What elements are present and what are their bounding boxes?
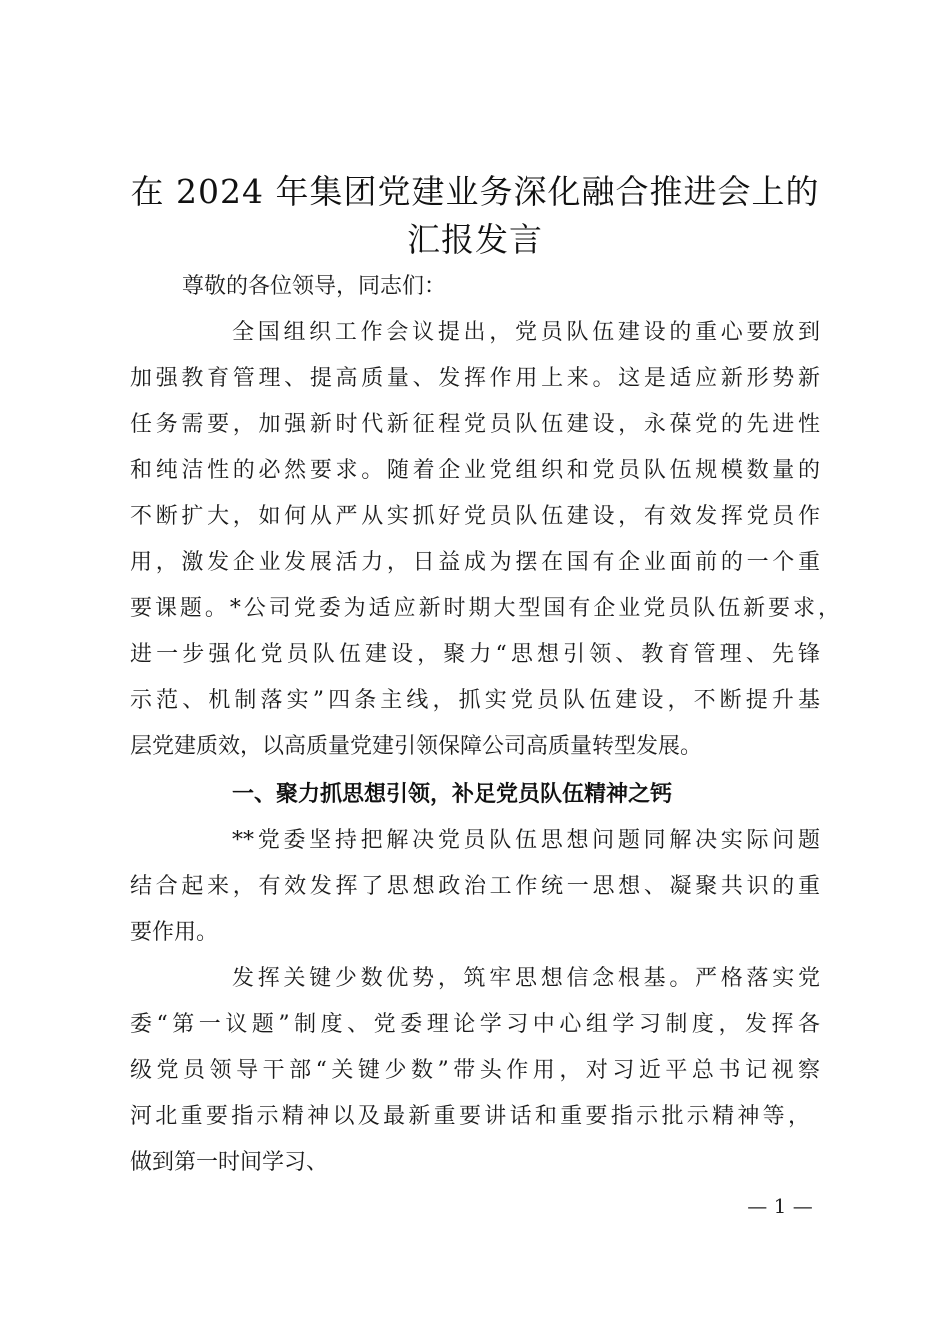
document-title-line-2: 汇报发言 (407, 220, 543, 259)
paragraph-3-line: 发挥关键少数优势，筑牢思想信念根基。严格落实党 (232, 966, 820, 991)
paragraph-2-line: 结合起来，有效发挥了思想政治工作统一思想、凝聚共识的重 (130, 874, 820, 899)
paragraph-1-line: 全国组织工作会议提出，党员队伍建设的重心要放到 (232, 320, 820, 345)
paragraph-3-line: 做到第一时间学习、 (130, 1150, 329, 1175)
paragraph-1-line: 示范、机制落实”四条主线，抓实党员队伍建设，不断提升基 (130, 688, 820, 713)
paragraph-3-line: 河北重要指示精神以及最新重要讲话和重要指示批示精神等， (130, 1104, 810, 1129)
paragraph-1-line: 要课题。*公司党委为适应新时期大型国有企业党员队伍新要求， (130, 596, 840, 621)
paragraph-1-line: 进一步强化党员队伍建设，聚力“思想引领、教育管理、先锋 (130, 642, 820, 667)
paragraph-3-line: 委“第一议题”制度、党委理论学习中心组学习制度，发挥各 (130, 1012, 820, 1037)
document-title-line-1: 在 2024 年集团党建业务深化融合推进会上的 (130, 172, 820, 211)
paragraph-2-line: **党委坚持把解决党员队伍思想问题同解决实际问题 (232, 828, 820, 853)
paragraph-1-line: 不断扩大，如何从严从实抓好党员队伍建设，有效发挥党员作 (130, 504, 820, 529)
paragraph-2-line: 要作用。 (130, 920, 219, 945)
section-1-heading: 一、聚力抓思想引领，补足党员队伍精神之钙 (232, 782, 673, 807)
salutation: 尊敬的各位领导，同志们： (182, 274, 447, 299)
paragraph-1-line: 用，激发企业发展活力，日益成为摆在国有企业面前的一个重 (130, 550, 820, 575)
page-number: — 1 — (747, 1194, 813, 1218)
paragraph-1-line: 加强教育管理、提高质量、发挥作用上来。这是适应新形势新 (130, 366, 820, 391)
paragraph-3-line: 级党员领导干部“关键少数”带头作用，对习近平总书记视察 (130, 1058, 820, 1083)
paragraph-1-line: 层党建质效，以高质量党建引领保障公司高质量转型发展。 (130, 734, 703, 759)
paragraph-1-line: 和纯洁性的必然要求。随着企业党组织和党员队伍规模数量的 (130, 458, 820, 483)
paragraph-1-line: 任务需要，加强新时代新征程党员队伍建设，永葆党的先进性 (130, 412, 820, 437)
